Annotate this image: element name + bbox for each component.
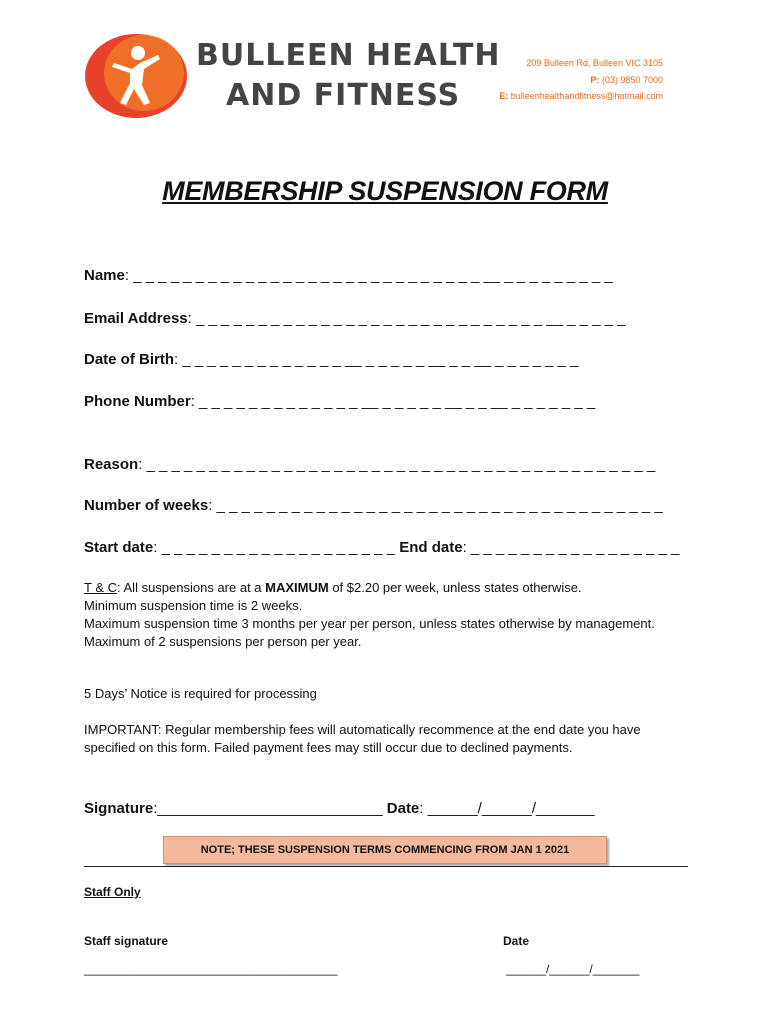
staff-date-line[interactable]: ______/______/_______ [506,962,640,976]
important-text: IMPORTANT: Regular membership fees will automatically recommence at the end date you have specified on this form. Failed payment fees may still occur due to declined payments. [84,722,641,755]
number-of-weeks-field[interactable]: Number of weeks: _ _ _ _ _ _ _ _ _ _ _ _ _ _ _ _ _ _ _ _ _ _ _ _ _ _ _ _ _ _ _ _ _ _ _ _ [84,497,663,514]
brand-name-line2: AND FITNESS [226,78,461,113]
form-title: MEMBERSHIP SUSPENSION FORM [162,176,608,206]
name-field[interactable]: Name: _ _ _ _ _ _ _ _ _ _ _ _ _ _ _ _ _ _ _ _ _ _ _ _ _ _ _ _ __ _ _ _ _ _ _ _ _ _ [84,267,613,284]
email-text: E: bulleenhealthandfitness@hotmail.com [499,91,663,101]
address-text: 209 Bulleen Rd, Bulleen VIC 3105 [526,58,663,68]
note-banner: NOTE; THESE SUSPENSION TERMS COMMENCING FROM JAN 1 2021 [163,836,607,864]
reason-field[interactable]: Reason: _ _ _ _ _ _ _ _ _ _ _ _ _ _ _ _ _ _ _ _ _ _ _ _ _ _ _ _ _ _ _ _ _ _ _ _ _ _ _ _ _ [84,456,656,473]
notice-text: 5 Days’ Notice is required for processing [84,686,317,701]
terms-block: T & C: All suspensions are at a MAXIMUM of $2.20 per week, unless states otherwise. Minimum suspension time is 2 weeks. Maximum suspension time 3 months per year per person, unless states otherwise by management. Maximum of 2 suspensions per person per year. [84,580,655,649]
staff-only-heading: Staff Only [84,885,141,899]
brand-name-line1: BULLEEN HEALTH [196,38,501,73]
email-address-field[interactable]: Email Address: _ _ _ _ _ _ _ _ _ _ _ _ _ _ _ _ _ _ _ _ _ _ _ _ _ _ _ _ __ _ _ _ _ _ [84,310,626,327]
staff-signature-line[interactable]: ______________________________________ [84,962,338,976]
staff-signature-label: Staff signature [84,934,169,948]
signature-field[interactable]: Signature:___________________________ Date: ______/______/_______ [84,800,595,817]
date-of-birth-field[interactable]: Date of Birth: _ _ _ _ _ _ _ _ _ _ _ _ _ __ _ _ _ _ _ __ _ _ __ _ _ _ _ _ _ _ [84,351,579,368]
start-end-date-field[interactable]: Start date: _ _ _ _ _ _ _ _ _ _ _ _ _ _ _ _ _ _ _ End date: _ _ _ _ _ _ _ _ _ _ _ _ _ _ _ _ _ [84,539,680,556]
logo-icon [84,33,188,119]
staff-date-label: Date [503,934,530,948]
phone-number-field[interactable]: Phone Number: _ _ _ _ _ _ _ _ _ _ _ _ _ __ _ _ _ _ _ __ _ _ __ _ _ _ _ _ _ _ [84,393,596,410]
divider [84,866,688,867]
phone-text: P: (03) 9850 7000 [590,75,663,85]
